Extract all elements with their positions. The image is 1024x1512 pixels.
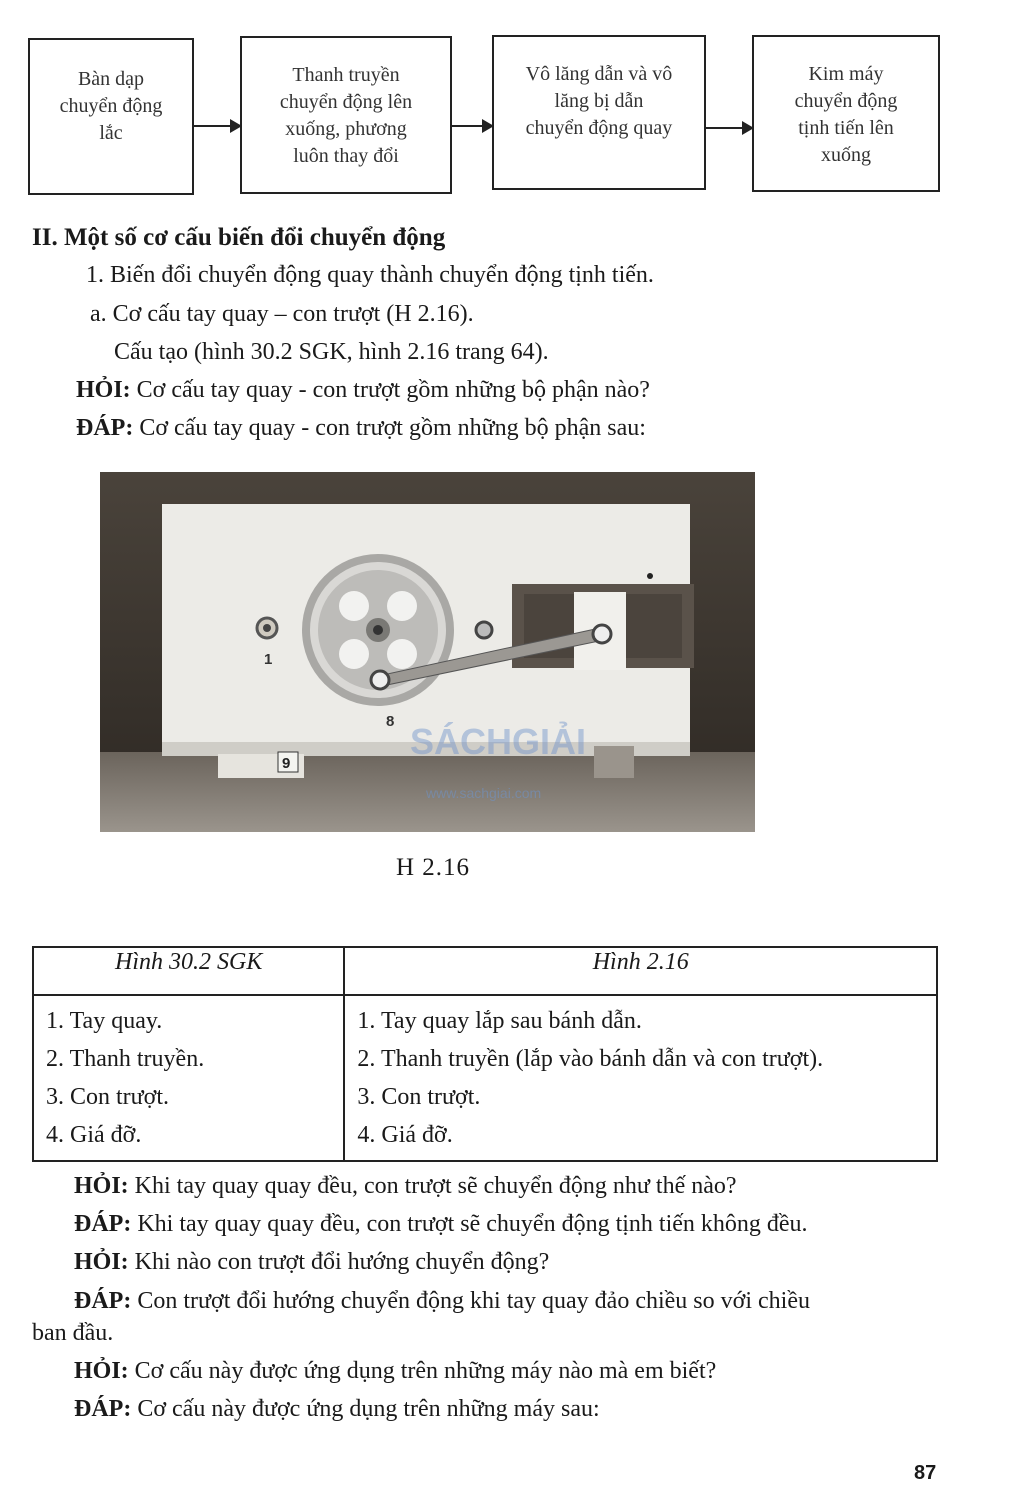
table-header-row	[33, 947, 937, 995]
flow-text: Kim máy	[808, 63, 884, 85]
structure-text: Cấu tạo (hình 30.2 SGK, hình 2.16 trang 64).	[114, 339, 549, 365]
qa-line	[74, 1209, 808, 1239]
flow-box-flywheel	[492, 35, 706, 190]
qa-text: Con trượt đổi hướng chuyển động khi tay quay đảo chiều so với chiều	[131, 1288, 810, 1314]
page-number: 87	[914, 1462, 937, 1484]
table-cell-sgk	[33, 995, 344, 1161]
qa-line-continued	[32, 1318, 113, 1348]
qa-label: ĐÁP:	[74, 1396, 132, 1422]
answer-text: Cơ cấu tay quay - con trượt gồm những bộ phận sau:	[133, 415, 646, 441]
flow-text: luôn thay đổi	[293, 145, 399, 167]
list-item: 1. Tay quay lắp sau bánh dẫn.	[357, 1008, 642, 1034]
flow-arrow	[706, 127, 752, 129]
section-heading: II. Một số cơ cấu biến đổi chuyển động	[32, 224, 446, 251]
table-header-216: Hình 2.16	[344, 947, 937, 995]
watermark: SÁCHGIẢI	[410, 721, 587, 762]
flow-text: chuyển động	[794, 90, 898, 112]
qa-label: ĐÁP:	[74, 1288, 132, 1314]
question-label: HỎI:	[76, 377, 131, 403]
qa-text: Khi tay quay quay đều, con trượt sẽ chuyển động như thế nào?	[128, 1173, 737, 1199]
qa-line	[74, 1356, 716, 1386]
qa-text: Khi tay quay quay đều, con trượt sẽ chuyển động tịnh tiến không đều.	[131, 1211, 808, 1237]
item-title: a. Cơ cấu tay quay – con trượt (H 2.16).	[90, 301, 474, 327]
flow-box-pedal	[28, 38, 194, 195]
flow-text: Bàn dạp	[77, 68, 145, 90]
list-item: 3. Con trượt.	[46, 1084, 170, 1110]
flow-text: tịnh tiến lên	[798, 117, 894, 139]
flow-box-rod	[240, 36, 452, 194]
table-row	[33, 995, 937, 1161]
flow-text: lăng bị dẫn	[554, 90, 644, 112]
qa-label: HỎI:	[74, 1173, 129, 1199]
list-item: 1. Tay quay.	[46, 1008, 163, 1034]
flow-arrow	[452, 125, 492, 127]
flow-text: Vô lăng dẫn và vô	[525, 63, 673, 85]
figure-label-1: 1	[264, 651, 273, 668]
flow-text: Thanh truyền	[292, 64, 400, 86]
qa-text: Cơ cấu này được ứng dụng trên những máy sau:	[131, 1396, 600, 1422]
flow-text: lắc	[99, 122, 123, 144]
crank-slider-image	[100, 472, 755, 832]
qa-line	[74, 1286, 810, 1316]
qa-line	[74, 1394, 600, 1424]
watermark-url: www.sachgiai.com	[426, 785, 542, 801]
flow-text: chuyển động	[59, 95, 163, 117]
question-line	[76, 375, 650, 405]
qa-text: Khi nào con trượt đổi hướng chuyển động?	[128, 1249, 550, 1275]
figure-caption: H 2.16	[396, 854, 471, 881]
qa-text: ban đầu.	[32, 1320, 114, 1346]
table-header-sgk: Hình 30.2 SGK	[33, 947, 344, 995]
flow-text: chuyển động quay	[525, 117, 673, 139]
qa-label: HỎI:	[74, 1249, 129, 1275]
table-cell-216	[344, 995, 937, 1161]
list-item: 3. Con trượt.	[357, 1084, 481, 1110]
answer-line	[76, 413, 646, 443]
qa-text: Cơ cấu này được ứng dụng trên những máy nào mà em biết?	[128, 1358, 717, 1384]
crank-slider-photo	[100, 472, 755, 832]
answer-label: ĐÁP:	[76, 415, 134, 441]
list-item: 4. Giá đỡ.	[46, 1122, 142, 1148]
flow-text: xuống	[820, 144, 871, 166]
qa-line	[74, 1171, 737, 1201]
subsection-title: 1. Biến đổi chuyển động quay thành chuyển động tịnh tiến.	[86, 262, 654, 288]
figure-label-9: 9	[282, 755, 291, 772]
question-text: Cơ cấu tay quay - con trượt gồm những bộ phận nào?	[130, 377, 650, 403]
qa-line	[74, 1247, 549, 1277]
flow-arrow	[194, 125, 240, 127]
list-item: 2. Thanh truyền (lắp vào bánh dẫn và con trượt).	[357, 1046, 824, 1072]
list-item: 2. Thanh truyền.	[46, 1046, 205, 1072]
parts-table	[32, 946, 938, 1162]
qa-label: ĐÁP:	[74, 1211, 132, 1237]
flow-text: chuyển động lên	[279, 91, 413, 113]
flow-box-needle	[752, 35, 940, 192]
qa-label: HỎI:	[74, 1358, 129, 1384]
flow-text: xuống, phương	[285, 118, 407, 140]
list-item: 4. Giá đỡ.	[357, 1122, 453, 1148]
figure-label-8: 8	[386, 713, 395, 730]
